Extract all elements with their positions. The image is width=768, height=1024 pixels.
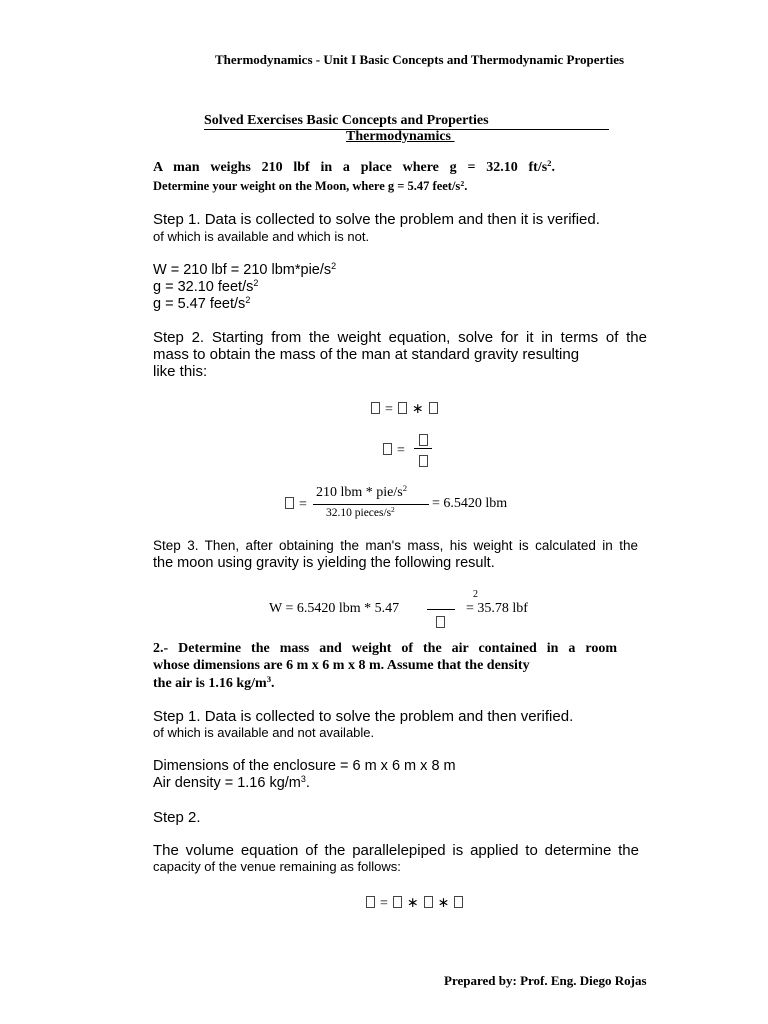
- variable-placeholder-glyph: [366, 896, 375, 908]
- mass-equation-denominator: [419, 453, 428, 471]
- p1-step1-line2: of which is available and which is not.: [153, 229, 370, 244]
- p1-step2-line3: like this:: [153, 363, 208, 380]
- page-subtitle: Thermodynamics: [346, 129, 451, 144]
- fraction-bar: [313, 504, 429, 505]
- variable-placeholder-glyph: [371, 402, 380, 414]
- problem2-statement-line3: the air is 1.16 $kg/m^3$.: [153, 674, 275, 691]
- p2-volume-line1: The volume equation of the parallelepiped is applied to determine the: [153, 842, 639, 859]
- problem1-question: Determine your weight on the Moon, where g = 5.47 feet/$s^2$.: [153, 178, 468, 193]
- variable-placeholder-glyph: [419, 455, 428, 467]
- p1-data-moon-gravity: g = 5.47 feet/$s^2$: [153, 295, 251, 312]
- mass-calc-result: = 6.5420 lbm: [432, 496, 508, 511]
- weight-equation: = ∗: [371, 401, 438, 418]
- problem1-statement: A man weighs 210 lbf in a place where g = 32.10 $ft/s^2$.: [153, 158, 555, 175]
- p1-step1-line1: Step 1. Data is collected to solve the problem and then it is verified.: [153, 211, 600, 228]
- p2-step2-heading: Step 2.: [153, 809, 201, 826]
- variable-placeholder-glyph: [393, 896, 402, 908]
- variable-placeholder-glyph: [285, 497, 294, 509]
- variable-placeholder-glyph: [454, 896, 463, 908]
- variable-placeholder-glyph: [429, 402, 438, 414]
- p2-step1-line2: of which is available and not available.: [153, 725, 375, 740]
- volume-equation: = ∗ ∗: [366, 895, 463, 912]
- variable-placeholder-glyph: [424, 896, 433, 908]
- p2-dimensions: Dimensions of the enclosure = 6 m x 6 m x 8 m: [153, 758, 456, 774]
- problem2-statement-line1: 2.- Determine the mass and weight of the air contained in a room: [153, 641, 617, 656]
- fraction-bar: [427, 609, 455, 610]
- title-line1: Solved Exercises Basic Concepts and Properties: [204, 113, 489, 128]
- running-header: Thermodynamics - Unit I Basic Concepts and Thermodynamic Properties: [215, 52, 625, 67]
- mass-calc-lhs: =: [285, 497, 312, 513]
- variable-placeholder-glyph: [419, 434, 428, 446]
- mass-equation-lhs: =: [383, 443, 410, 459]
- p1-step2-line2: mass to obtain the mass of the man at standard gravity resulting: [153, 346, 580, 363]
- variable-placeholder-glyph: [383, 443, 392, 455]
- p2-density: Air density = 1.16 $kg/m^3$.: [153, 774, 310, 791]
- p1-data-weight: W = 210 lbf = 210 $lbm*pie/s^2$: [153, 261, 337, 278]
- weight-calc-result: = 35.78 lbf: [466, 601, 528, 616]
- problem2-statement-line2: whose dimensions are 6 m x 6 m x 8 m. Assume that the density: [153, 658, 530, 673]
- p1-data-earth-gravity: g = 32.10 feet/$s^2$: [153, 278, 259, 295]
- p1-step3-line2: the moon using gravity is yielding the following result.: [153, 555, 495, 571]
- weight-calc-exponent: 2: [473, 589, 478, 600]
- p2-volume-line2: capacity of the venue remaining as follows:: [153, 859, 401, 874]
- weight-calc-denominator: [436, 614, 445, 632]
- mass-calc-numerator: 210 lbm * pie/$s^2$: [316, 483, 408, 500]
- mass-calc-denominator: 32.10 pieces/$s^2$: [326, 506, 395, 519]
- variable-placeholder-glyph: [436, 616, 445, 628]
- page-title: [204, 112, 609, 130]
- p1-step2-line1: Step 2. Starting from the weight equation, solve for it in terms of the: [153, 329, 647, 346]
- footer-author: Prepared by: Prof. Eng. Diego Rojas: [444, 973, 647, 988]
- p2-step1-line1: Step 1. Data is collected to solve the problem and then verified.: [153, 708, 574, 725]
- variable-placeholder-glyph: [398, 402, 407, 414]
- p1-step3-line1: Step 3. Then, after obtaining the man's mass, his weight is calculated in the: [153, 538, 638, 553]
- weight-calc-lhs: W = 6.5420 lbm * 5.47: [269, 601, 400, 616]
- fraction-bar: [414, 448, 432, 449]
